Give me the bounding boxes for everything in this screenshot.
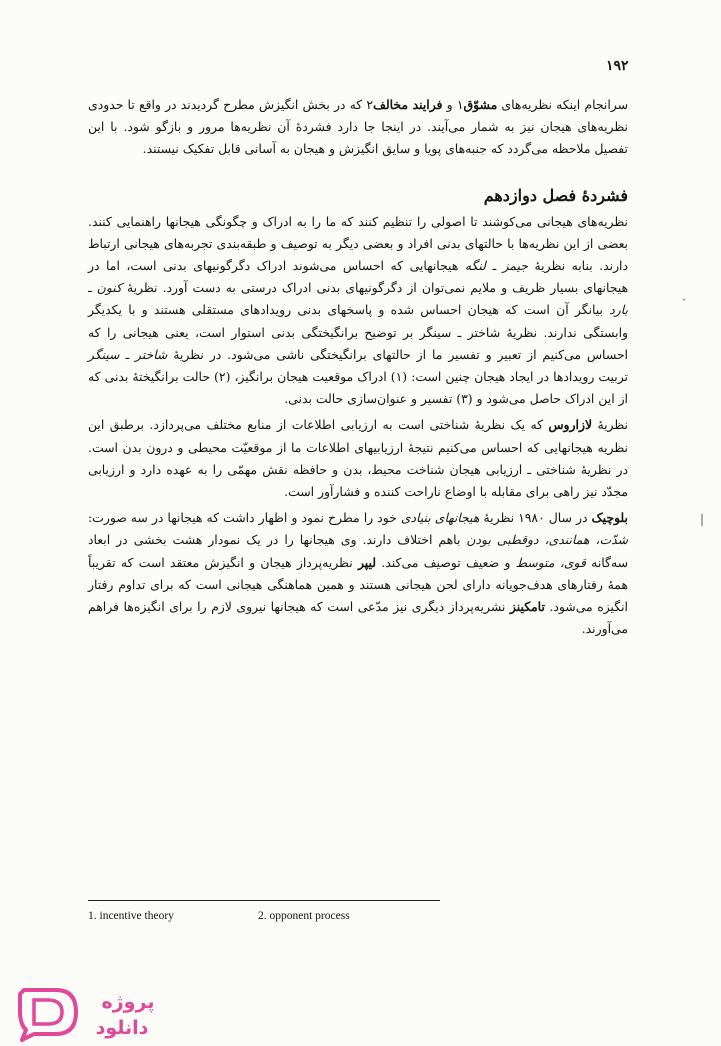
term-dimensions: شدّت، همانندی، دوقطبی بودن bbox=[466, 532, 628, 548]
intro-text-3: ۲ که در بخش انگیزش مطرح گردیدند در واقع تا حدودی نظریه‌های هیجان نیز به شمار می‌آیند. در اینجا جا دارد فشردهٔ آن نظریه‌ها مرور و بازگو شود. با این تفصیل ملاحظه می‌گردد که جنبه‌های پویا و سایق انگیزش و هیجان به آسانی قابل تفکیک نیستند. bbox=[88, 97, 628, 157]
term-opponent-process: فرایند مخالف bbox=[373, 97, 443, 112]
p3-text-6: نشریه‌پرداز دیگری نیز مدّعی است که هیجانها نیروی لازم را برای انگیزه‌ها فراهم می‌آورند. bbox=[88, 599, 628, 637]
page-number: ۱۹۲ bbox=[606, 58, 629, 74]
p1-text-2: هیجانهایی که احساس می‌شوند ادراک دگرگونیهای بدنی است، اما در هیجانهای بسیار ظریف و ملایم نمی‌توان از دگرگونیهای بدنی ادراک درستی به دست آورد. نظریهٔ bbox=[88, 258, 628, 296]
term-incentive: مشوّق bbox=[463, 97, 498, 112]
term-basic-emotions: هیجانهای بنیادی bbox=[400, 510, 480, 526]
p3-text-5: نظریه‌پرداز هیجان و انگیزش معتقد است که تقریباً همهٔ رفتارهای هدف‌جویانه دارای لحن هیجانی هستند و همین هماهنگی هیجانی است که برای تداوم رفتار انگیزه می‌شود. bbox=[88, 554, 629, 615]
footnote-separator bbox=[88, 900, 440, 901]
summary-paragraph-3 bbox=[88, 507, 628, 640]
footnote-2: 2. opponent process bbox=[258, 910, 350, 922]
p3-text-3: باهم اختلاف دارند. وی هیجانها را در یک نمودار هشت بخشی در ابعاد سه‌گانه bbox=[88, 532, 628, 570]
watermark-text-top: پروژه bbox=[101, 991, 155, 1013]
p3-text-4: و ضعیف توصیف می‌کند. bbox=[376, 554, 516, 570]
watermark-text-bottom: دانلود bbox=[95, 1017, 149, 1039]
intro-text-1: سرانجام اینکه نظریه‌های bbox=[497, 97, 628, 112]
p1-text-4: تربیت رویدادها در ایجاد هیجان چنین است: (۱) ادراک موقعیت هیجان برانگیز، (۲) حالت برانگیختهٔ بدنی که از این ادراک حاصل می‌شود و (۳) تفسیر و عنوان‌سازی حالت بدنی. bbox=[88, 369, 629, 407]
p2-text-1: نظریهٔ bbox=[592, 417, 628, 433]
term-intensity-levels: قوی، متوسط bbox=[515, 554, 586, 570]
theory-schachter-singer: شاختر ـ سینگر bbox=[88, 346, 168, 362]
intro-text-2: ۱ و bbox=[442, 97, 464, 112]
watermark-logo bbox=[10, 984, 170, 1042]
name-lazarus: لازاروس bbox=[548, 417, 593, 433]
speech-bubble-d-logo-icon bbox=[10, 984, 170, 1042]
p3-text-1: در سال ۱۹۸۰ نظریهٔ bbox=[479, 510, 592, 526]
margin-dot: · bbox=[682, 293, 686, 307]
intro-paragraph bbox=[88, 94, 628, 161]
summary-paragraph-1 bbox=[88, 211, 628, 411]
margin-tick: | bbox=[700, 512, 705, 526]
p1-text-1: نظریه‌های هیجانی می‌کوشند تا اصولی را تنظیم کنند که ما را به ادراک و چگونگی هیجانها راهنمایی کنند. بعضی از این نظریه‌ها با حالتهای بدنی افراد و بعضی دیگر به توصیف و طبقه‌بندی تجربه‌های هیجانی ارتباط دارند. بنابه نظریهٔ bbox=[88, 213, 629, 274]
page-body bbox=[88, 94, 628, 644]
theory-cannon-bard: کنون ـ بارد bbox=[88, 280, 628, 318]
summary-paragraph-2 bbox=[88, 414, 628, 503]
theory-james-lange: جیمز ـ لنگه bbox=[464, 258, 528, 274]
footnote-1: 1. incentive theory bbox=[88, 910, 174, 922]
p3-text-2: خود را مطرح نمود و اظهار داشت که هیجانها در سه صورت: bbox=[88, 510, 401, 526]
p1-text-3: بیانگر آن است که هیجان احساس شده و پاسخهای بدنی رویدادهای مستقلی هستند و با یکدیگر وابستگی ندارند. نظریهٔ شاختر ـ سینگر بر توضیح برانگیختگی بدنی استوار است، یعنی هیجانی را که احساس می‌کنیم از تعبیر و تفسیر ما از حالتهای برانگیختگی ناشی می‌شود. در نظریهٔ bbox=[88, 302, 628, 362]
name-leeper: لیپر bbox=[357, 554, 377, 570]
name-tomkins: تامکینز bbox=[509, 599, 545, 615]
section-heading: فشردهٔ فصل دوازدهم bbox=[483, 185, 628, 205]
name-plutchik: بلوچیک bbox=[591, 510, 628, 526]
p2-text-2: که یک نظریهٔ شناختی است به ارزیابی اطلاعات از منابع مختلف می‌پردازد. برطبق این نظریه هیجانهایی که احساس می‌کنیم نتیجهٔ ارزیابیهای اطلاعات ما از موقعیّت محیطی و درون بدن است. در نظریهٔ شناختی ـ ارزیابی هیجان شناخت محیط، بدن و حافظه نقش مهمّی را به عهده دارد و ارزیابی مجدّد نیز راهی برای مقابله با اوضاع ناراحت کننده و فشارآور است. bbox=[88, 417, 628, 500]
